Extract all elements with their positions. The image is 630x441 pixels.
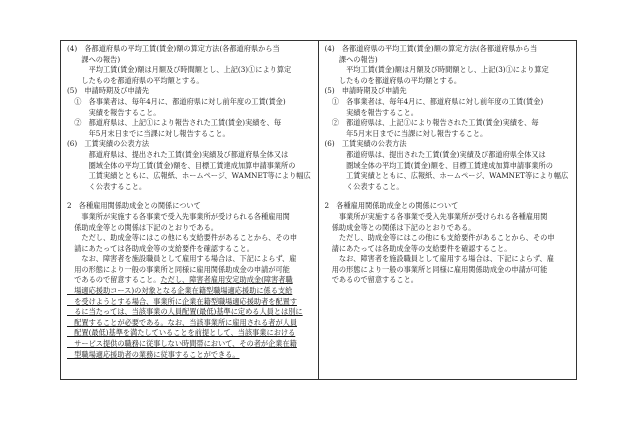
section-2-para: 請にあたっては各助成金等の支給要件を確認すること。	[324, 243, 512, 253]
section-4-body: したものを都道府県の平均額とする。	[67, 75, 204, 85]
section-6-body: 都道府県は、提出された工賃(賃金)実績及び都道府県全体又は	[67, 149, 289, 159]
section-2-para: なお、障害者を施設職員として雇用する場合は、下記によらず、雇	[67, 254, 297, 264]
underlined-line	[67, 318, 312, 329]
underlined-text: 場適応援助コース)の対象となる企業在籍型職場適応援助に係る支給	[67, 286, 293, 296]
section-5-item-1: 実績を報告すること。	[67, 107, 161, 117]
underlined-text: 型職場適応援助者の業務に従事することができる。	[67, 349, 240, 359]
section-4-body: 平均工賃(賃金)額は月額及び時間額とし、上記(3)①により算定	[67, 65, 292, 75]
underlined-line	[67, 350, 312, 361]
section-6-title: (6) 工賃実績の公表方法	[67, 139, 150, 149]
underlined-line	[67, 339, 312, 350]
underlined-text: ただし、障害者雇用安定助成金(障害者職	[160, 275, 293, 285]
section-4-title: (4) 各都道府県の平均工賃(賃金)額の算定方法(各都道府県から当	[324, 44, 538, 53]
section-5-item-2: ② 都道府県は、上記①により報告された工賃(賃金)実績を、毎	[324, 118, 539, 128]
section-2-para: 係助成金等との関係は下記のとおりである。	[324, 222, 476, 232]
left-column	[61, 41, 319, 379]
underlined-line	[67, 328, 312, 339]
section-2-para: ただし、助成金等にはこの他にも支給要件があることから、その申	[324, 233, 555, 243]
section-2-title: 2 各種雇用関係助成金との関係について	[324, 201, 459, 211]
section-5-item-1: ① 各事業者は、毎年4月に、都道府県に対し前年度の工賃(賃金)	[67, 96, 286, 106]
section-4-body: 平均工賃(賃金)額は月額及び時間額とし、上記(3)①により算定	[324, 65, 549, 75]
right-column	[319, 41, 577, 379]
underlined-line	[67, 307, 312, 318]
section-2-para: 用の形態により一般の事業所と同様に雇用関係助成金の申請が可能	[324, 264, 548, 274]
underlined-text: 配置することが必要である。なお、当該事業所に雇用される者が人員	[67, 317, 298, 327]
section-6-body: 工賃実績とともに、広報紙、ホームページ、WAMNET等により幅広	[67, 171, 311, 181]
section-6-body: 工賃実績とともに、広報紙、ホームページ、WAMNET等により幅広	[324, 171, 569, 181]
section-2-title: 2 各種雇用関係助成金との関係について	[67, 201, 201, 211]
section-5-item-1: ① 各事業者は、毎年4月に、都道府県に対し前年度の工賃(賃金)	[324, 96, 544, 106]
section-6-body: く公表すること。	[324, 181, 404, 191]
section-5-title: (5) 申請時期及び申請先	[67, 86, 150, 96]
underlined-line	[67, 297, 312, 308]
section-5-title: (5) 申請時期及び申請先	[324, 86, 407, 96]
section-2-para: 事業所が実施する各事業で受入先事業所が受けられる各種雇用関	[67, 211, 290, 221]
section-2-para: 請にあたっては各助成金等の支給要件を確認すること。	[67, 243, 254, 253]
underlined-text: るに当たっては、当該事業の人員配置(最低)基準に定める人員とは別に	[67, 307, 303, 317]
section-2-para: なお、障害者を施設職員として雇用する場合は、下記によらず、雇	[324, 254, 554, 264]
section-6-body: 圏域全体の平均工賃(賃金)額を、目標工賃達成加算申請事業所の	[67, 160, 296, 170]
section-6-body: く公表すること。	[67, 181, 147, 191]
section-4-body: したものを都道府県の平均額とする。	[324, 75, 462, 85]
underlined-text: を受けようとする場合、事業所に企業在籍型職場適応援助者を配置す	[67, 296, 298, 306]
section-5-item-2: 年5月末日までに当課に対し報告すること。	[324, 128, 488, 138]
section-6-body: 圏域全体の平均工賃(賃金)額を、目標工賃達成加算申請事業所の	[324, 160, 553, 170]
section-5-item-1: 実績を報告すること。	[324, 107, 418, 117]
section-2-para: ただし、助成金等にはこの他にも支給要件があることから、その申	[67, 233, 298, 243]
section-2-para: 係助成金等との関係は下記のとおりである。	[67, 222, 218, 232]
underlined-text: 配置(最低)基準を満たしていることを前提として、当該事業における	[67, 328, 296, 338]
section-5-item-2: ② 都道府県は、上記①により報告された工賃(賃金)実績を、毎	[67, 118, 282, 128]
section-2-para-mixed	[67, 275, 312, 286]
section-2-para: であるので留意すること。	[324, 275, 418, 285]
section-6-body: 都道府県は、提出された工賃(賃金)実績及び都道府県全体又は	[324, 149, 546, 159]
section-5-item-2: 年5月末日までに当課に対し報告すること。	[67, 128, 230, 138]
section-4-title-cont: 課への報告)	[324, 54, 378, 64]
plain-text: であるので留意すること。	[67, 275, 161, 285]
section-2-para: 用の形態により一般の事業所と同様に雇用関係助成金の申請が可能	[67, 264, 290, 274]
underlined-text: サービス提供の職務に従事しない時間帯において、その者が企業在籍	[67, 339, 297, 349]
section-2-para: 事業所が実施する各事業で受入先事業所が受けられる各種雇用関	[324, 211, 548, 221]
section-6-title: (6) 工賃実績の公表方法	[324, 139, 407, 149]
underlined-line	[67, 286, 312, 297]
section-4-title: (4) 各都道府県の平均工賃(賃金)額の算定方法(各都道府県から当	[67, 44, 280, 53]
section-4-title-cont: 課への報告)	[67, 54, 121, 64]
comparison-table	[60, 40, 577, 380]
